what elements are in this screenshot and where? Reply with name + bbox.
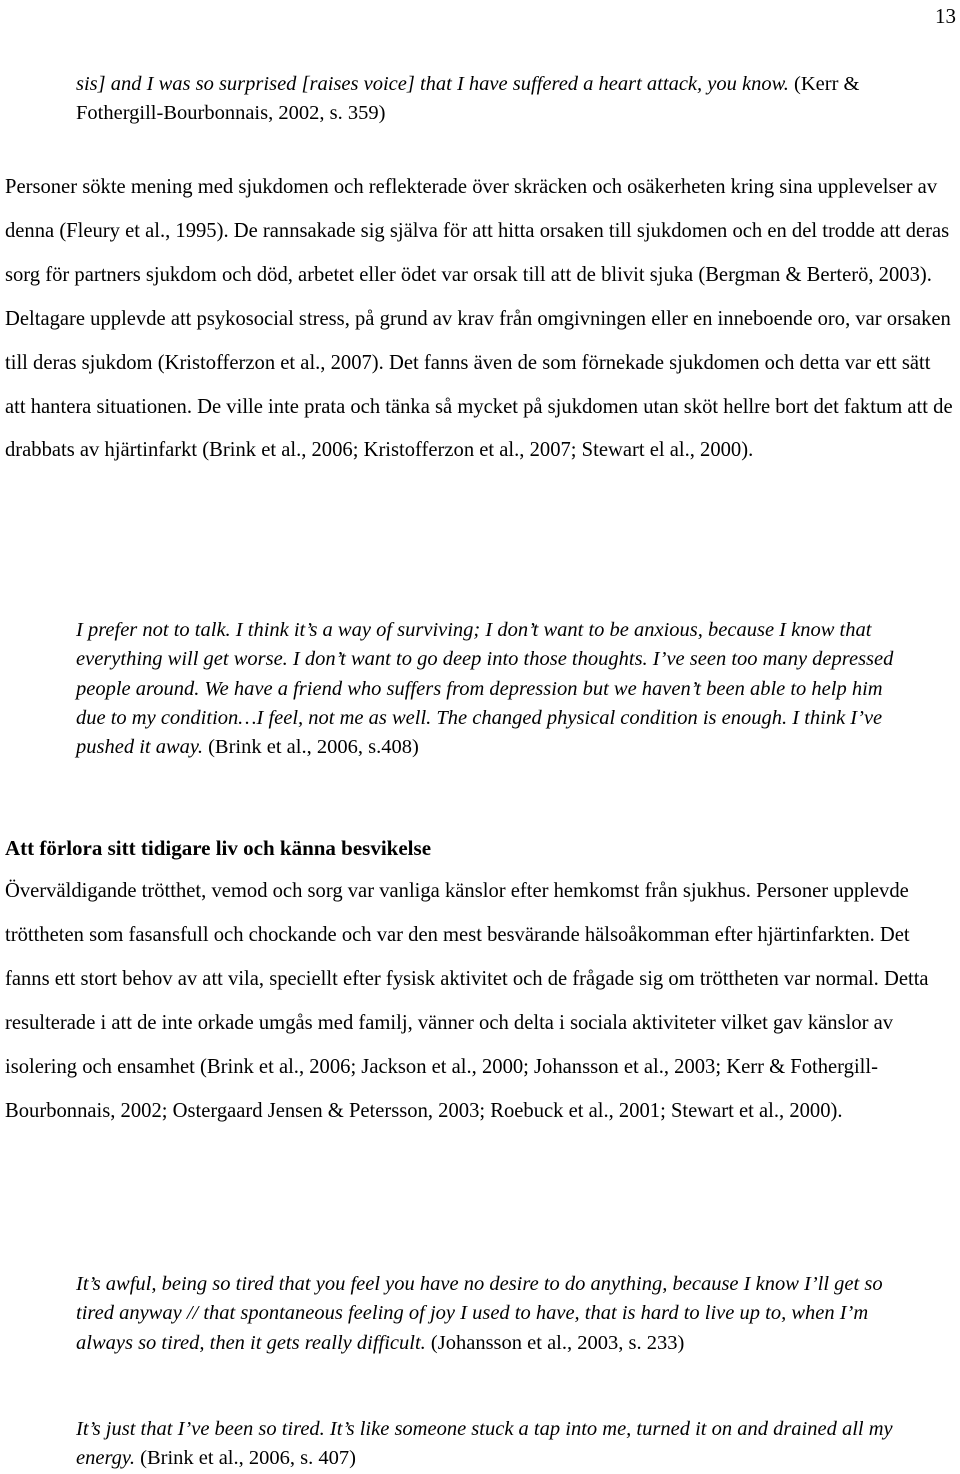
quote-citation: (Brink et al., 2006, s. 407): [135, 1447, 356, 1470]
quote-text: It’s awful, being so tired that you feel you have no desire to do anything, because I know I’ll get so tired anyway // that spontaneous feeling of joy I used to have, that is hard to live up to, when I’m always so tired, then it gets really difficult.: [76, 1273, 883, 1354]
block-quote-3: [76, 1270, 896, 1358]
block-quote-1: [76, 70, 896, 129]
body-paragraph-2: Överväldigande trötthet, vemod och sorg var vanliga känslor efter hemkomst från sjukhus. Personer upplevde tröttheten som fasansfull och chockande och var den mest besvärande hälsoåkomman efter hjärtinfarkten. Det fanns ett stort behov av att vila, speciellt efter fysisk aktivitet och de frågade sig om tröttheten var normal. Detta resulterade i att de inte orkade umgås med familj, vänner och delta i sociala aktiviteter vilket gav känslor av isolering och ensamhet (Brink et al., 2006; Jackson et al., 2000; Johansson et al., 2003; Kerr & Fothergill-Bourbonnais, 2002; Ostergaard Jensen & Petersson, 2003; Roebuck et al., 2001; Stewart et al., 2000).: [5, 880, 929, 1122]
body-paragraph-1: Personer sökte mening med sjukdomen och reflekterade över skräcken och osäkerheten kring sina upplevelser av denna (Fleury et al., 1995). De rannsakade sig själva för att hitta orsaken till sjukdomen och en del trodde att deras sorg för partners sjukdom och död, arbetet eller ödet var orsak till att de blivit sjuka (Bergman & Berterö, 2003). Deltagare upplevde att psykosocial stress, på grund av krav från omgivningen eller en inneboende oro, var orsaken till deras sjukdom (Kristofferzon et al., 2007). Det fanns även de som förnekade sjukdomen och detta var ett sätt att hantera situationen. De ville inte prata och tänka så mycket på sjukdomen utan sköt hellre bort det faktum att de drabbats av hjärtinfarkt (Brink et al., 2006; Kristofferzon et al., 2007; Stewart el al., 2000).: [5, 176, 953, 462]
quote-citation: (Johansson et al., 2003, s. 233): [425, 1331, 685, 1354]
block-quote-2: [76, 616, 896, 762]
quote-text: I prefer not to talk. I think it’s a way of surviving; I don’t want to be anxious, because I know that everything will get worse. I don’t want to go deep into those thoughts. I’ve seen too many depressed people around. We have a friend who suffers from depression but we haven’t been able to help him due to my condition…I feel, not me as well. The changed physical condition is enough. I think I’ve pushed it away.: [76, 619, 894, 759]
quote-text: It’s just that I’ve been so tired. It’s like someone stuck a tap into me, turned it on and drained all my energy.: [76, 1418, 893, 1470]
quote-citation: (Brink et al., 2006, s.408): [202, 736, 419, 759]
section-heading: Att förlora sitt tidigare liv och känna besvikelse: [5, 836, 432, 860]
quote-citation: (Kerr & Fothergill-Bourbonnais, 2002, s. 359): [76, 73, 860, 125]
page-number: 13: [935, 4, 956, 28]
block-quote-4: [76, 1415, 896, 1474]
quote-text: sis] and I was so surprised [raises voice] that I have suffered a heart attack, you know.: [76, 73, 789, 95]
